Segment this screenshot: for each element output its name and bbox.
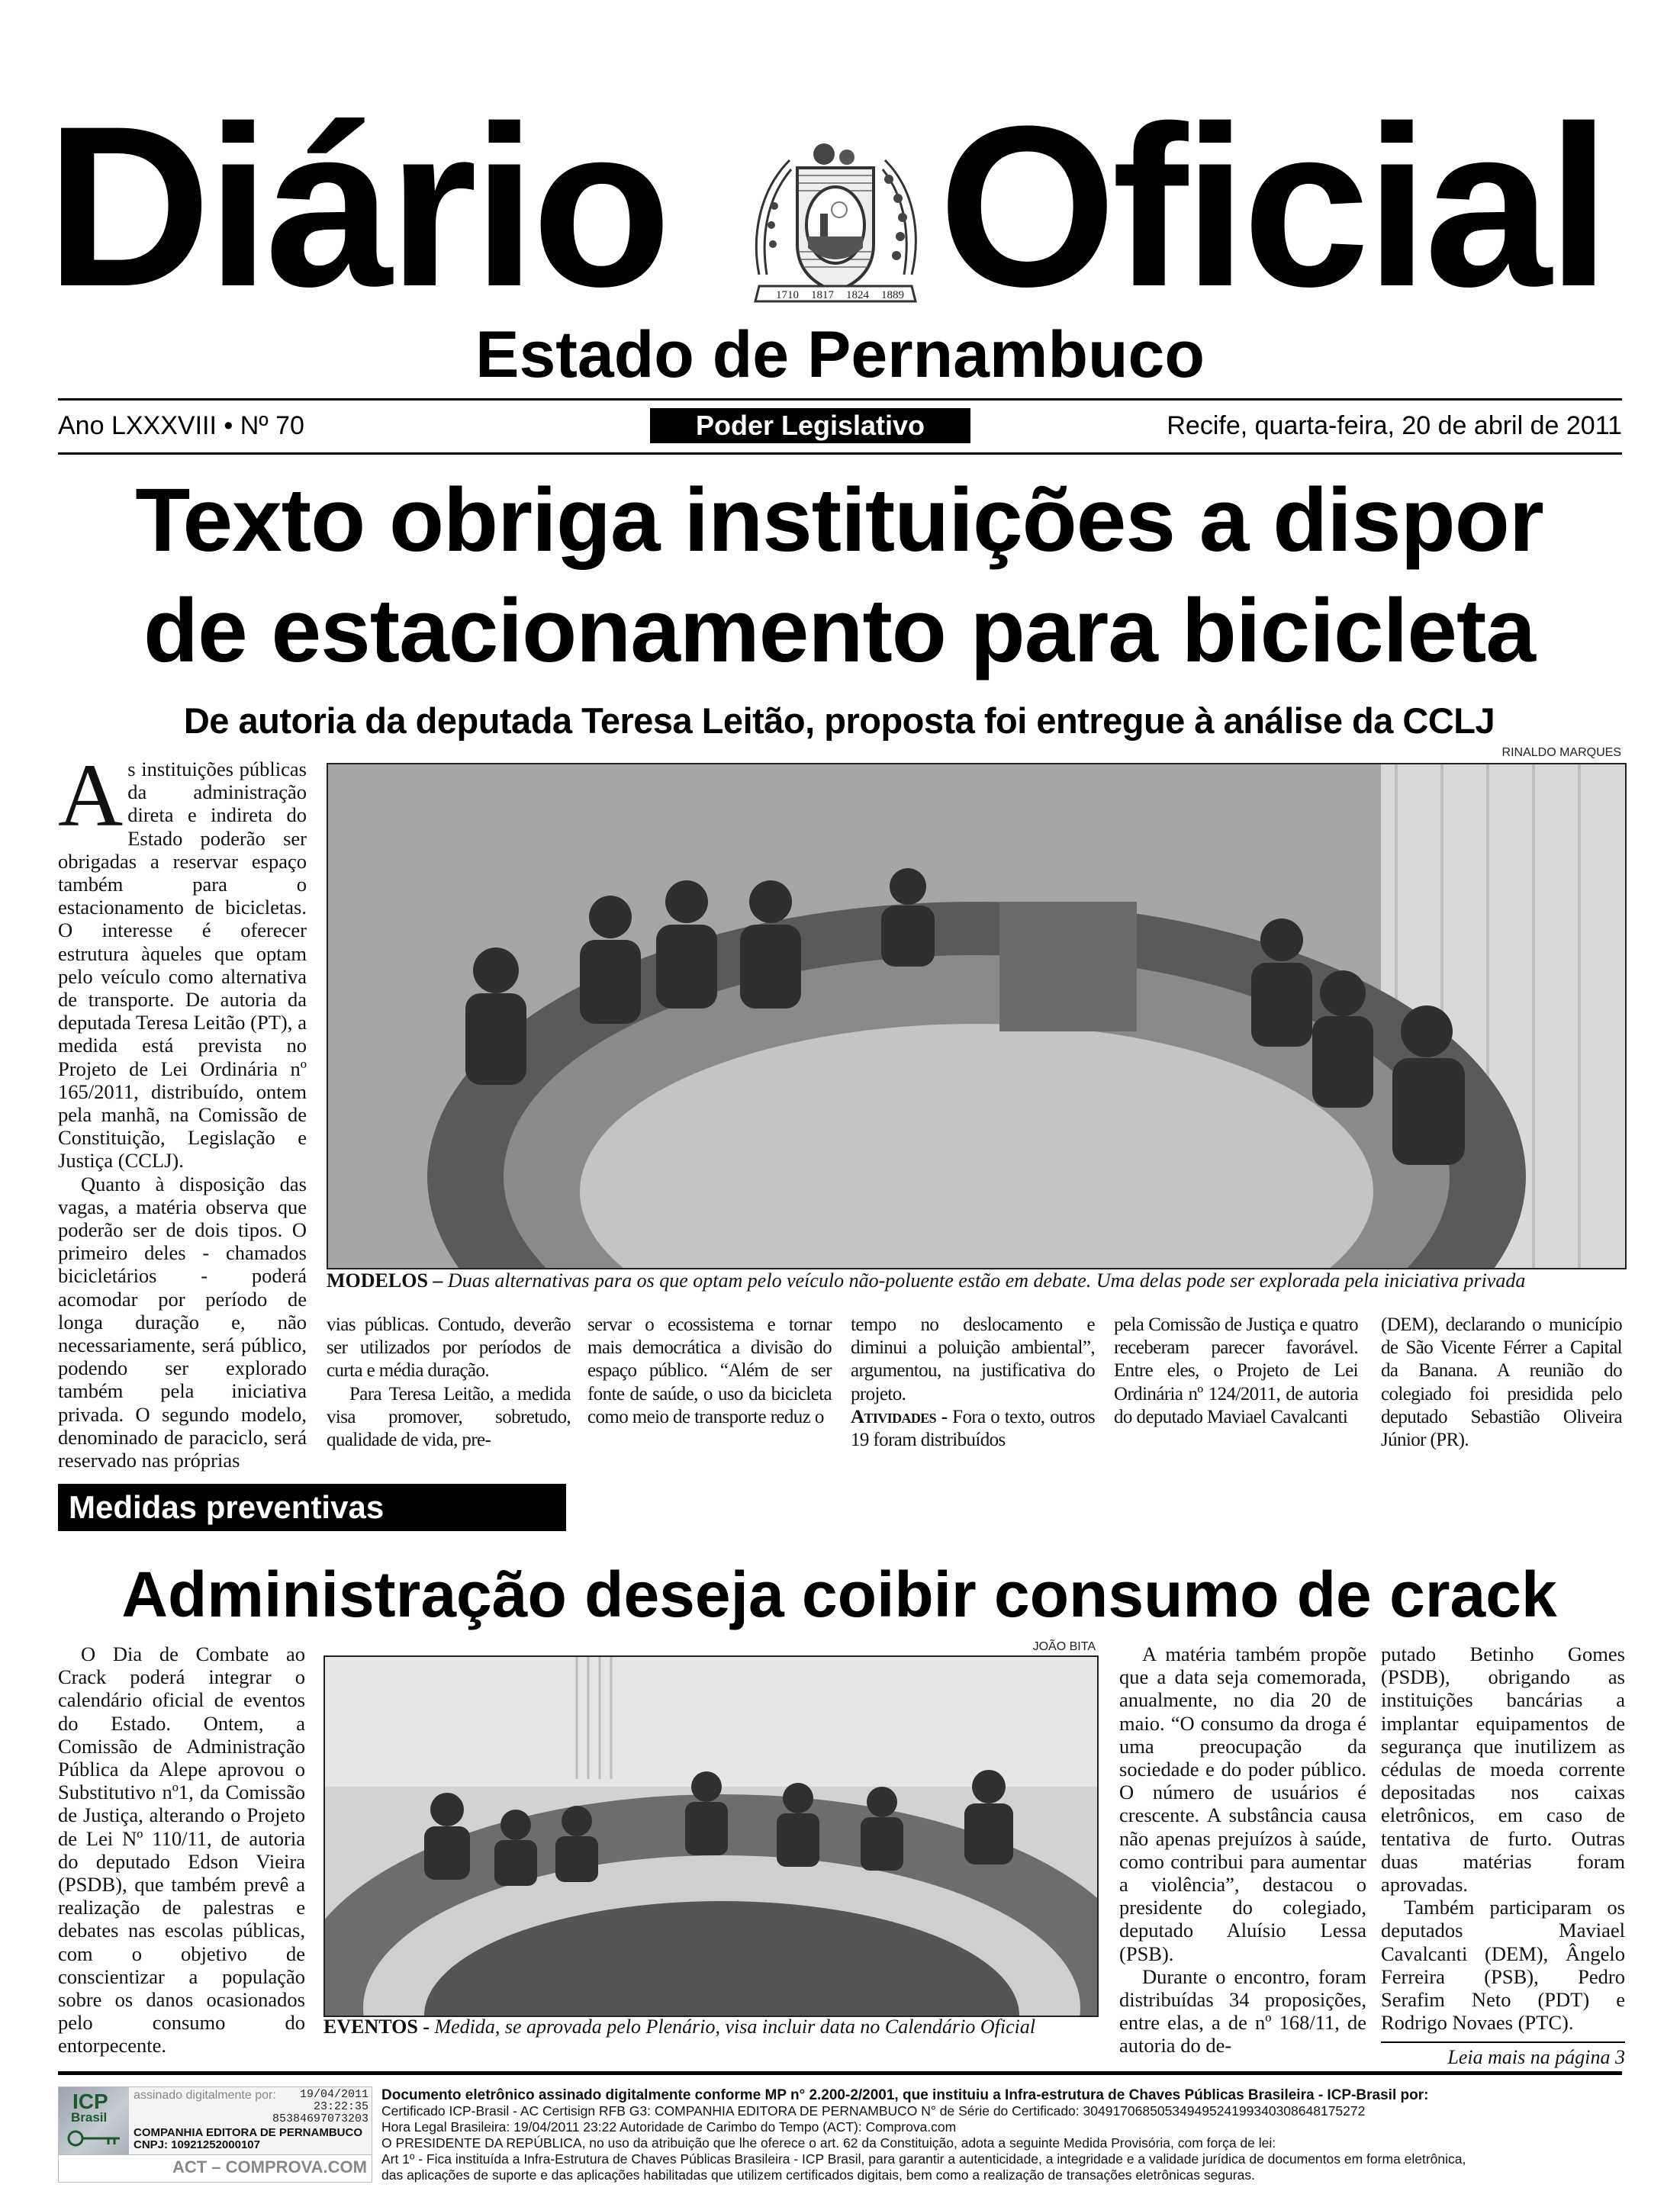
paragraph: Também participaram os deputados Maviael Cavalcanti (DEM), Ângelo Ferreira (PSB), Pedro Serafim Neto (PDT) e Rodrigo Novaes (PTC). (1381, 1896, 1625, 2035)
article2-photo-caption (323, 2016, 1035, 2038)
article1-photo-caption (327, 1269, 1525, 1292)
paragraph: Fora o texto, outros 19 foram distribuídos (851, 1406, 1095, 1451)
legal-line: O PRESIDENTE DA REPÚBLICA, no uso da atribuição que lhe oferece o art. 62 da Constituição, adota a seguinte Medida Provisória, com força de lei: (381, 2135, 1276, 2151)
article1-column-1 (58, 745, 307, 1472)
company-cnpj: CNPJ: 10921252000107 (134, 2138, 260, 2151)
divider (59, 2154, 372, 2155)
headline-line: Texto obriga instituições a dispor (135, 470, 1543, 571)
caption-text: Medida, se aprovada pelo Plenário, visa incluir data no Calendário Oficial (434, 2016, 1036, 2038)
article1-photo-committee-meeting (327, 763, 1627, 1269)
paragraph: Durante o encontro, foram distribuídas 34 proposições, entre elas, a de nº 168/11, de autoria do de- (1119, 1964, 1366, 2057)
paragraph: putado Betinho Gomes (PSDB), obrigando as instituições bancárias a implantar equipamentos de segurança que inutilizem as cédulas de moeda corrente depositadas nos caixas eletrônicos, em caso de tentativa de furto. Outras duas matérias foram aprovadas. (1381, 1642, 1625, 1897)
legal-line: Certificado ICP-Brasil - AC Certisign RFB G3: COMPANHIA EDITORA DE PERNAMBUCO N° de Série do Certificado: 30491706850534949524199340308648175272 (381, 2103, 1366, 2119)
caption-text: Duas alternativas para os que optam pelo veículo não-poluente estão em debate. Uma delas pode ser explorada pela iniciativa privada (447, 1269, 1526, 1292)
company-name: COMPANHIA EDITORA DE PERNAMBUCO (134, 2126, 363, 2139)
legal-heading: Documento eletrônico assinado digitalmente conforme MP n° 2.200-2/2001, que instituiu a Infra-estrutura de Chaves Públicas Brasileira - ICP-Brasil por: (381, 2087, 1429, 2103)
icp-brasil-logo (59, 2087, 129, 2154)
paragraph: tempo no deslocamento e diminui a poluição ambiental”, argumentou, na justificativa do projeto. (851, 1314, 1095, 1404)
divider (1381, 2041, 1625, 2043)
masthead (0, 78, 1680, 334)
signature-code: 85384697073203 (272, 2112, 369, 2125)
paragraph: Para Teresa Leitão, a medida visa promover, sobretudo, qualidade de vida, pre- (327, 1383, 571, 1451)
article2-photo-commission-meeting (323, 1655, 1099, 2017)
divider (58, 452, 1622, 455)
paragraph: servar o ecossistema e tornar mais democrática a divisão do espaço público. “Além de ser fonte de saúde, o uso da bicicleta como meio de transporte reduz o (587, 1314, 832, 1427)
photo-illustration (325, 1657, 1097, 2016)
read-more-link[interactable]: Leia mais na página 3 (1447, 2046, 1625, 2068)
paragraph: O Dia de Combate ao Crack poderá integrar o calendário oficial de eventos do Estado. Ontem, a Comissão de Administração Pública da Alepe aprovou o Substitutivo nº1, da Comissão de Justiça, alterando o Projeto de Lei Nº 110/11, de autoria do deputado Edson Vieira (PSDB), que também prevê a realização de palestras e debates nas escolas públicas, com o objetivo de conscientizar a população sobre os danos ocasionados pelo consumo do entorpecente. (58, 1642, 305, 2057)
signed-by-label: assinado digitalmente por: (134, 2089, 276, 2102)
headline-line: de estacionamento para bicicleta (143, 581, 1535, 681)
caption-label: MODELOS – (327, 1269, 443, 1292)
timestamp-authority: ACT – COMPROVA.COM (172, 2157, 367, 2177)
masthead-title-left: Diário (46, 78, 668, 334)
paragraph: s instituições públicas da administração direta e indireta do Estado poderão ser obrigadas a reservar espaço também para o estacionamento de bicicletas. O interesse é oferecer estrutura àqueles que optam pelo veículo como alternativa de transporte. De autoria da deputada Teresa Leitão (PT), a medida está prevista no Projeto de Lei Ordinária nº 165/2011, distribuído, ontem pela manhã, na Comissão de Constituição, Legislação e Justiça (CCLJ). (58, 758, 307, 1173)
article2-column-1 (58, 1642, 305, 2057)
edition-number: Ano LXXXVIII • Nº 70 (58, 411, 304, 440)
digital-signature-stamp (58, 2086, 372, 2183)
article1-subhead: De autoria da deputada Teresa Leitão, proposta foi entregue à análise da CCLJ (183, 700, 1495, 741)
state-coat-of-arms-seal (744, 122, 927, 309)
legal-notice (381, 2087, 1633, 2183)
photo-credit: RINALDO MARQUES (1501, 746, 1621, 759)
seal-year: 1889 (881, 289, 904, 301)
paragraph: (DEM), declarando o município de São Vicente Férrer a Capital da Banana. A reunião do colegiado foi presidida pelo deputado Sebastião Oliveira Júnior (PR). (1381, 1314, 1622, 1451)
timestamp (272, 2089, 369, 2125)
seal-year: 1817 (811, 289, 834, 301)
article2-column-3 (1381, 1642, 1625, 2034)
article2-headline: Administração deseja coibir consumo de crack (121, 1559, 1557, 1630)
masthead-title-right: Oficial (938, 78, 1606, 334)
paragraph: A matéria também propõe que a data seja comemorada, anualmente, no dia 20 de maio. “O consumo da droga é uma preocupação da sociedade e do poder público. O número de usuários é crescente. A substância causa não apenas prejuízos à saúde, como contribui para aumentar a violência”, destacou o presidente do colegiado, deputado Aluísio Lessa (PSB). (1119, 1642, 1366, 1965)
article2-column-2 (1119, 1642, 1366, 2057)
section-kicker: Medidas preventivas (58, 1484, 566, 1531)
dateline: Recife, quarta-feira, 20 de abril de 2011 (1167, 411, 1622, 440)
masthead-subtitle: Estado de Pernambuco (475, 318, 1205, 391)
key-icon (66, 2127, 124, 2150)
logo-text: Brasil (71, 2110, 108, 2125)
signature-details (129, 2087, 372, 2154)
article1-headline (46, 465, 1633, 687)
divider (58, 2071, 1622, 2075)
caption-label: EVENTOS - (323, 2016, 430, 2038)
article1-column-2 (327, 1314, 571, 1452)
article1-column-3 (587, 1314, 832, 1429)
logo-text: ICP (72, 2090, 108, 2113)
article1-column-4 (851, 1314, 1095, 1452)
dropcap: A (58, 745, 124, 845)
info-bar (58, 401, 1622, 452)
legal-line: Hora Legal Brasileira: 19/04/2011 23:22 Autoridade de Carimbo do Tempo (ACT): Comprova.com (381, 2119, 957, 2135)
paragraph: Quanto à disposição das vagas, a matéria observa que poderão ser de dois tipos. O primeiro deles - chamados bicicletários - poderá acomodar por período de longa duração e, não necessariamente, será público, podendo ser explorado também pela iniciativa privada. O segundo modelo, denominado de paraciclo, será reservado nas próprias (58, 1172, 307, 1472)
signer (134, 2127, 362, 2151)
article1-column-6 (1381, 1314, 1622, 1452)
photo-credit: JOÃO BITA (1032, 1640, 1096, 1653)
subhead-label: Atividades - (851, 1406, 948, 1427)
signature-date: 19/04/2011 (299, 2088, 369, 2101)
paragraph: pela Comissão de Justiça e quatro receberam parecer favorável. Entre eles, o Projeto de Lei Ordinária nº 124/2011, de autoria do deputado Maviael Cavalcanti (1114, 1314, 1358, 1427)
paragraph: vias públicas. Contudo, deverão ser utilizados por períodos de curta e média duração. (327, 1314, 571, 1382)
legal-line: das aplicações de suporte e das aplicações habilitadas que utilizem certificados digitais, bem como a realização de transações eletrônicas seguras. (381, 2167, 1255, 2183)
signature-time: 23:22:35 (313, 2100, 369, 2113)
seal-year: 1710 (776, 289, 799, 301)
photo-illustration (328, 764, 1625, 1268)
seal-year: 1824 (846, 289, 869, 301)
legal-line: Art 1º - Fica instituída a Infra-Estrutura de Chaves Públicas Brasileira - ICP Brasil, para garantir a autenticidade, a integridade e a validade jurídica de documentos em forma eletrônica, (381, 2151, 1466, 2167)
article1-column-5 (1114, 1314, 1358, 1429)
section-badge: Poder Legislativo (650, 408, 970, 443)
